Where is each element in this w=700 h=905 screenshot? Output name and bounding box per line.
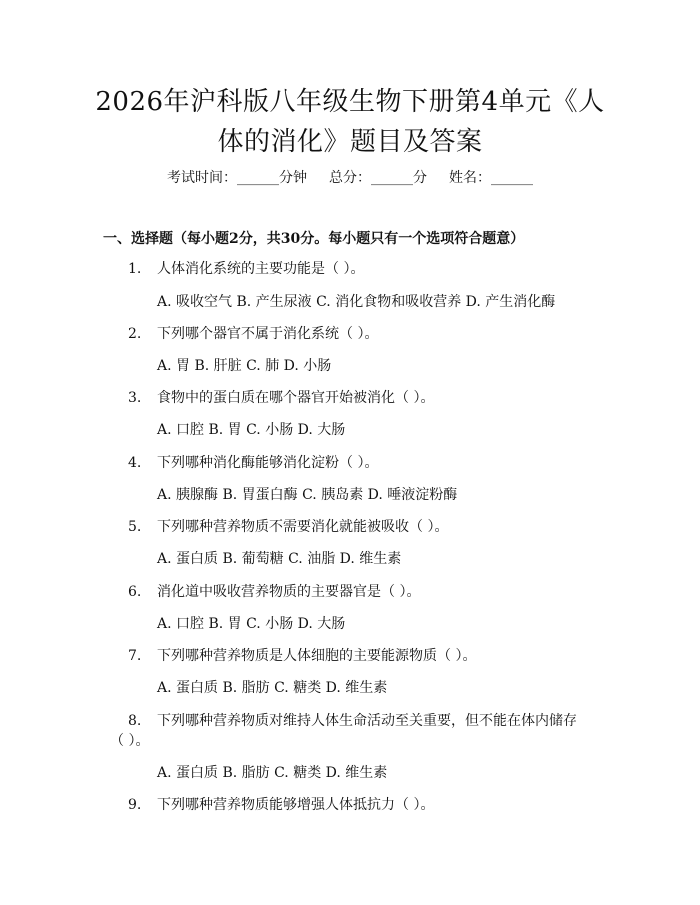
document-title-line-2: 体的消化》题目及答案: [217, 127, 483, 157]
question-stem: 食物中的蛋白质在哪个器官开始被消化（ ）。: [157, 390, 435, 406]
question-number: 5.: [128, 519, 142, 535]
question-stem: 下列哪种营养物质不需要消化就能被吸收（ ）。: [157, 519, 449, 535]
question-stem: 下列哪种消化酶能够消化淀粉（ ）。: [157, 455, 379, 471]
question-options: A. 蛋白质 B. 葡萄糖 C. 油脂 D. 维生素: [157, 551, 402, 567]
question-options: A. 蛋白质 B. 脂肪 C. 糖类 D. 维生素: [157, 765, 388, 781]
question-options: A. 吸收空气 B. 产生尿液 C. 消化食物和吸收营养 D. 产生消化酶: [157, 294, 556, 310]
question-stem: 下列哪种营养物质对维持人体生命活动至关重要，但不能在体内储存: [157, 713, 577, 729]
student-name-field: 姓名：______: [449, 170, 533, 186]
question-number: 7.: [128, 648, 142, 664]
document-title-line-1: 2026年沪科版八年级生物下册第4单元《人: [95, 87, 605, 117]
question-options: A. 胰腺酶 B. 胃蛋白酶 C. 胰岛素 D. 唾液淀粉酶: [157, 487, 458, 503]
question-options: A. 胃 B. 肝脏 C. 肺 D. 小肠: [157, 358, 332, 374]
question-number: 8.: [128, 713, 142, 729]
question-number: 1.: [128, 261, 142, 277]
question-number: 6.: [128, 584, 142, 600]
question-number: 3.: [128, 390, 142, 406]
question-stem: 人体消化系统的主要功能是（ ）。: [157, 261, 365, 277]
question-stem: 下列哪种营养物质是人体细胞的主要能源物质（ ）。: [157, 648, 477, 664]
total-score-field: 总分：______分: [329, 170, 427, 186]
question-number: 2.: [128, 326, 142, 342]
question-options: A. 口腔 B. 胃 C. 小肠 D. 大肠: [157, 616, 346, 632]
question-number: 4.: [128, 455, 142, 471]
question-stem-continuation: （ ）。: [110, 733, 150, 749]
exam-meta: [0, 168, 700, 188]
question-stem: 下列哪种营养物质能够增强人体抵抗力（ ）。: [157, 797, 435, 813]
question-number: 9.: [128, 797, 142, 813]
section-heading-choice: 一、选择题（每小题2分，共30分。每小题只有一个选项符合题意）: [103, 231, 525, 247]
question-options: A. 口腔 B. 胃 C. 小肠 D. 大肠: [157, 422, 346, 438]
question-options: A. 蛋白质 B. 脂肪 C. 糖类 D. 维生素: [157, 680, 388, 696]
question-stem: 下列哪个器官不属于消化系统（ ）。: [157, 326, 379, 342]
exam-time-field: 考试时间：______分钟: [167, 170, 307, 186]
question-stem: 消化道中吸收营养物质的主要器官是（ ）。: [157, 584, 421, 600]
